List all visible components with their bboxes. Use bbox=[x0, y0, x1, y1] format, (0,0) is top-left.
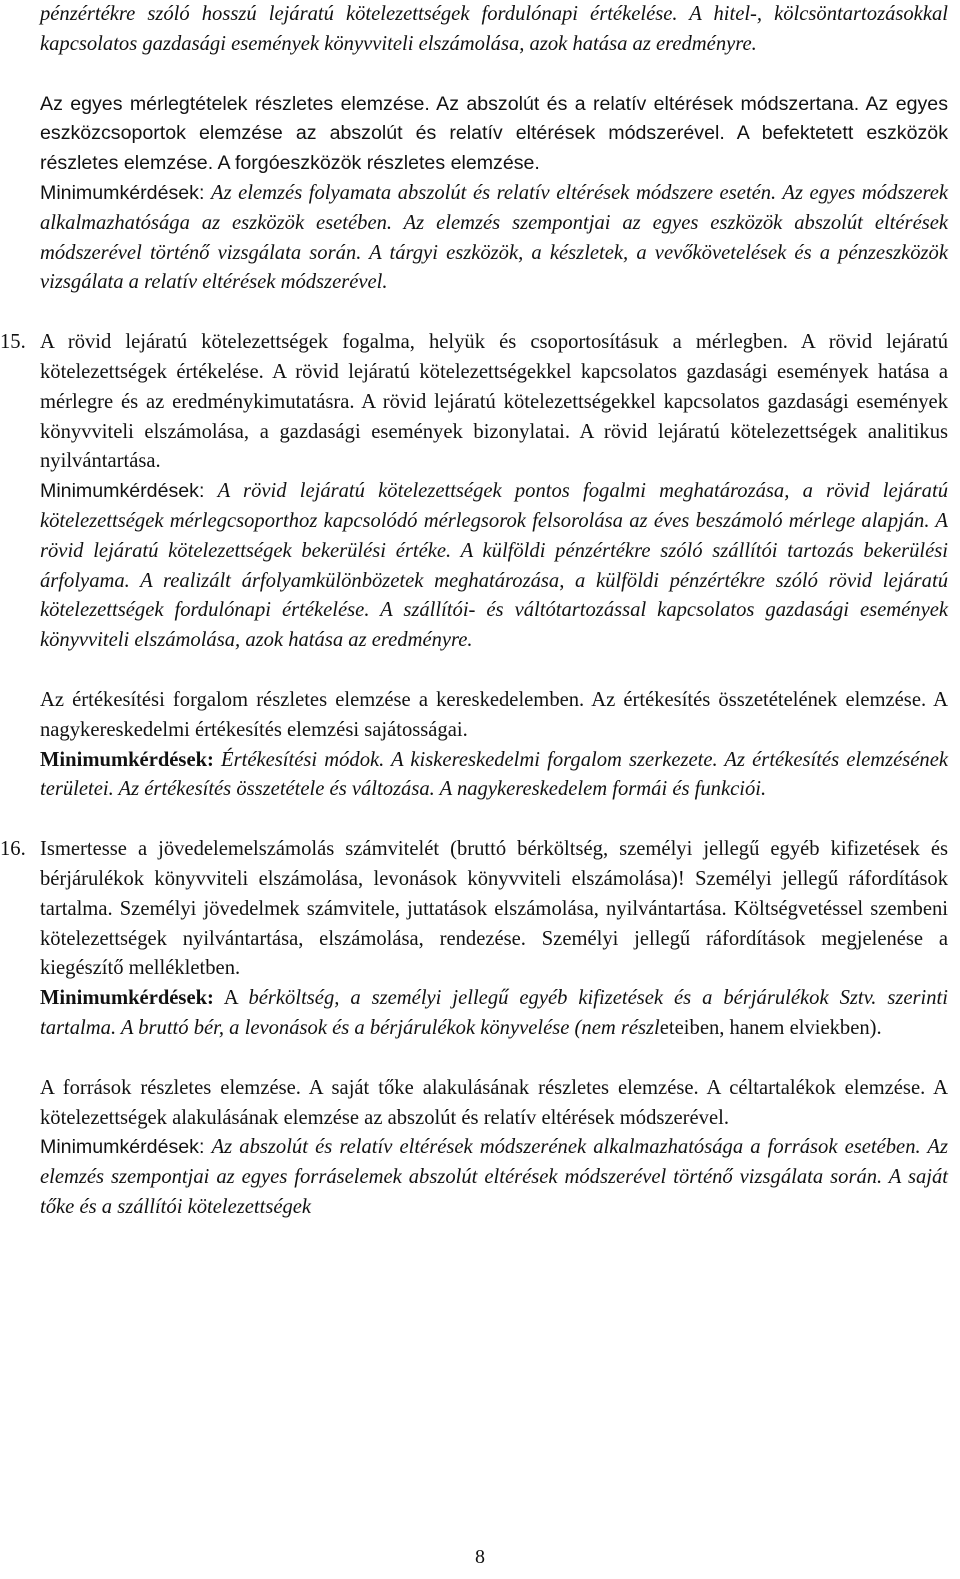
minimum-questions-text: Az elemzés folyamata abszolút és relatív eltérések módszere esetén. Az egyes módszerek alkalmazhatósága az eszközök esetében. Az elemzés szempontjai az egyes eszközök abszolút eltérések módszerével történő vizsgálata során. A tárgyi eszközök, a készletek, a vevőkövetelések és a pénzeszközök vizsgálata a relatív eltérések módszerével. bbox=[40, 181, 948, 294]
minimum-questions-text-a: A bbox=[223, 987, 249, 1010]
section-liabilities-analysis bbox=[40, 1074, 948, 1223]
minimum-questions bbox=[40, 746, 948, 806]
lead-paragraph: pénzértékre szóló hosszú lejáratú kötelezettségek fordulónapi értékelése. A hitel-, kölcsöntartozásokkal kapcsolatos gazdasági események könyvviteli elszámolása, azok hatása az eredményre. bbox=[40, 3, 948, 55]
minimum-questions-text-c: értékesítés elemzésének területei. Az értékesítés összetétele és változása. A nagykereskedelem formái és funkciói. bbox=[40, 748, 948, 801]
minimum-questions-label: Minimumkérdések: bbox=[40, 181, 205, 204]
minimum-questions-text: Az abszolút és relatív eltérések módszerének alkalmazhatósága a források esetében. Az elemzés szempontjai az egyes forráselemek abszolút eltérések módszerével történő vizsgálata során. A saját tőke és a szállítói kötelezettségek bbox=[40, 1136, 948, 1218]
minimum-questions-text-c: eteiben, hanem elviekben). bbox=[659, 1016, 882, 1039]
section-number: 16. bbox=[0, 838, 26, 861]
spacer bbox=[40, 298, 948, 328]
minimum-questions-label: Minimumkérdések: bbox=[40, 748, 214, 771]
section-15 bbox=[0, 328, 948, 656]
spacer bbox=[40, 1044, 948, 1074]
section-body: Ismertesse a jövedelemelszámolás számvitelét (bruttó bérköltség, személyi jellegű egyéb kifizetések és bérjárulékok könyvviteli elszámolása, levonások könyvviteli elszámolása)! Személyi jellegű ráfordítások tartalma. Személyi jövedelmek számvitele, juttatások elszámolása, nyilvántartása. Költségvetéssel szembeni kötelezettségek nyilvántartása, elszámolása, rendezése. Személyi jellegű ráfordítások megjelenése a kiegészítő mellékletben. bbox=[40, 838, 948, 980]
section-body: A rövid lejáratú kötelezettségek fogalma, helyük és csoportosításuk a mérlegben. A rövid lejáratú kötelezettségek értékelése. A rövid lejáratú kötelezettségekkel kapcsolatos gazdasági események hatása a mérlegre és az eredménykimutatásra. A rövid lejáratú kötelezettségekkel kapcsolatos gazdasági események könyvviteli elszámolása, a gazdasági események bizonylatai. A rövid lejáratú kötelezettségek analitikus nyilvántartása. bbox=[40, 331, 948, 473]
section-balance-analysis bbox=[40, 90, 948, 299]
minimum-questions bbox=[40, 984, 948, 1044]
section-text: Az egyes mérlegtételek részletes elemzése. Az abszolút és a relatív eltérések módszertana. Az egyes eszközcsoportok elemzése az abszolút és relatív eltérések módszerével. A befektetett eszközök részletes elemzése. A forgóeszközök részletes elemzése. bbox=[40, 92, 948, 175]
minimum-questions-label: Minimumkérdések: bbox=[40, 987, 214, 1010]
minimum-questions-text-b: bérköltség, a személyi jellegű egyéb kifizetések és a bérjárulékok Sztv. szerinti tartalma. A bruttó bér, a levonások és a bérjárulékok könyvelése (nem részl bbox=[40, 987, 948, 1039]
spacer bbox=[40, 805, 948, 835]
spacer bbox=[40, 60, 948, 90]
section-16 bbox=[0, 835, 948, 1044]
section-text: Az értékesítési forgalom részletes elemzése a kereskedelemben. Az értékesítés összetételének elemzése. A nagykereskedelmi értékesítés elemzési sajátosságai. bbox=[40, 688, 948, 741]
section-number: 15. bbox=[0, 331, 26, 354]
section-text: A források részletes elemzése. A saját tőke alakulásának részletes elemzése. A céltartalékok elemzése. A kötelezettségek alakulásának elemzése az abszolút és relatív eltérések módszerével. bbox=[40, 1076, 948, 1129]
minimum-questions bbox=[40, 179, 948, 298]
minimum-questions-text: Értékesítési módok. A bbox=[221, 748, 411, 771]
section-sales-analysis bbox=[40, 686, 948, 805]
spacer bbox=[40, 656, 948, 686]
section-text bbox=[0, 328, 948, 477]
minimum-questions-text-b: kiskereskedelmi forgalom szerkezete. Az bbox=[410, 748, 746, 771]
page-number: 8 bbox=[475, 1546, 485, 1568]
minimum-questions bbox=[40, 477, 948, 656]
minimum-questions bbox=[40, 1133, 948, 1222]
minimum-questions-label: Minimumkérdések: bbox=[40, 1136, 205, 1159]
minimum-questions-label: Minimumkérdések: bbox=[40, 480, 205, 503]
minimum-questions-text: A rövid lejáratú kötelezettségek pontos fogalmi meghatározása, a rövid lejáratú kötelezettségek mérlegcsoporthoz kapcsolódó mérlegsorok felsorolása az éves beszámoló mérlege alapján. A rövid lejáratú kötelezettségek bekerülési értéke. A külföldi pénzértékre szóló szállítói tartozás bekerülési árfolyama. A realizált árfolyamkülönbözetek meghatározása, a külföldi pénzértékre szóló rövid lejáratú kötelezettségek fordulónapi értékelése. A szállítói- és váltótartozással kapcsolatos gazdasági események könyvviteli elszámolása, azok hatása az eredményre. bbox=[40, 480, 948, 652]
section-text bbox=[0, 835, 948, 984]
